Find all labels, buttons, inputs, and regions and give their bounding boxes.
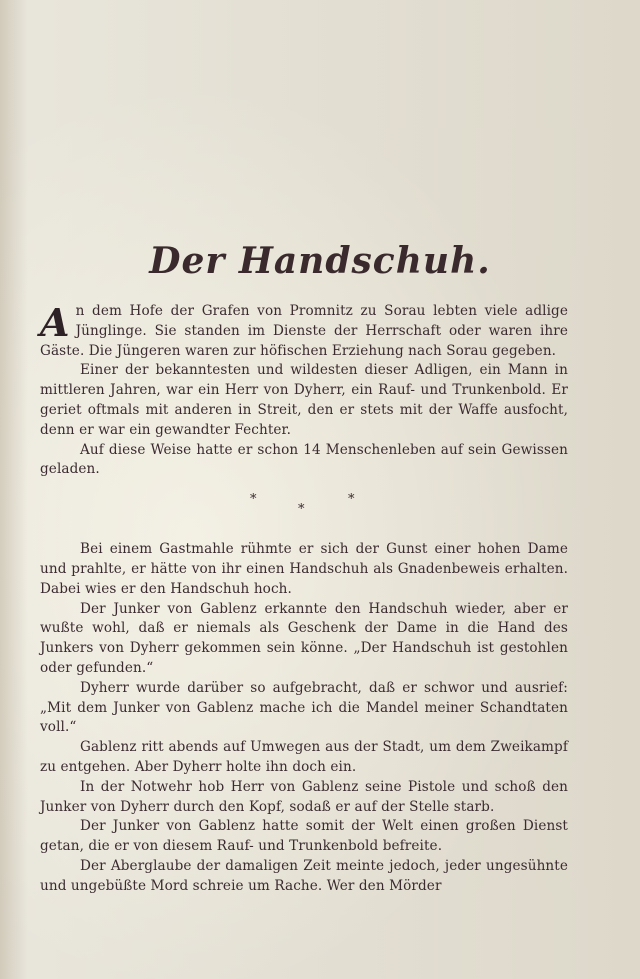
paragraph-9: Der Junker von Gablenz hatte somit der Welt einen großen Dienst getan, die er von diesem Rauf- und Trunkenbold befreite.	[40, 818, 568, 855]
paragraph-1: An dem Hofe der Grafen von Promnitz zu Sorau lebten viele adlige Jünglinge. Sie standen im Dienste der Herrschaft oder waren ihre Gäste. Die Jüngeren waren zur höfischen Erziehung nach Sorau gegeben.	[40, 300, 568, 359]
separator-star: *	[348, 492, 355, 508]
paragraph-8: In der Notwehr hob Herr von Gablenz seine Pistole und schoß den Junker von Dyherr durch den Kopf, sodaß er auf der Stelle starb.	[40, 778, 568, 815]
paragraph-10: Der Aberglaube der damaligen Zeit meinte jedoch, jeder ungesühnte und ungebüßte Mord schreie um Rache. Wer den Mörder	[40, 857, 568, 894]
paragraph-4: Bei einem Gastmahle rühmte er sich der Gunst einer hohen Dame und prahlte, er hätte von ihr einen Handschuh als Gnadenbeweis erhalten. Dabei wies er den Handschuh hoch.	[40, 541, 568, 597]
section-separator	[40, 480, 568, 540]
paragraph-3: Auf diese Weise hatte er schon 14 Menschenleben auf sein Gewissen geladen.	[40, 441, 568, 478]
paragraph-7: Gablenz ritt abends auf Umwegen aus der Stadt, um dem Zweikampf zu entgehen. Aber Dyherr holte ihn doch ein.	[40, 739, 568, 775]
separator-star: *	[298, 502, 305, 518]
drop-cap: A	[40, 300, 70, 345]
page-title: Der Handschuh.	[149, 240, 491, 282]
paragraph-6: Dyherr wurde darüber so aufgebracht, daß er schwor und ausrief: „Mit dem Junker von Gablenz mache ich die Mandel meiner Schandtaten voll.“	[40, 679, 568, 736]
paragraph-2: Einer der bekanntesten und wildesten dieser Adligen, ein Mann in mittleren Jahren, war ein Herr von Dyherr, ein Rauf- und Trunkenbold. Er geriet oftmals mit anderen in Streit, den er stets mit der Waffe ausfocht, denn er war ein gewandter Fechter.	[40, 362, 568, 438]
story-text	[40, 302, 568, 897]
paragraph-5: Der Junker von Gablenz erkannte den Handschuh wieder, aber er wußte wohl, daß er niemals als Geschenk der Dame in die Hand des Junkers von Dyherr gekommen sein könne. „Der Handschuh ist gestohlen oder gefunden.“	[40, 600, 568, 676]
separator-star: *	[250, 492, 257, 508]
